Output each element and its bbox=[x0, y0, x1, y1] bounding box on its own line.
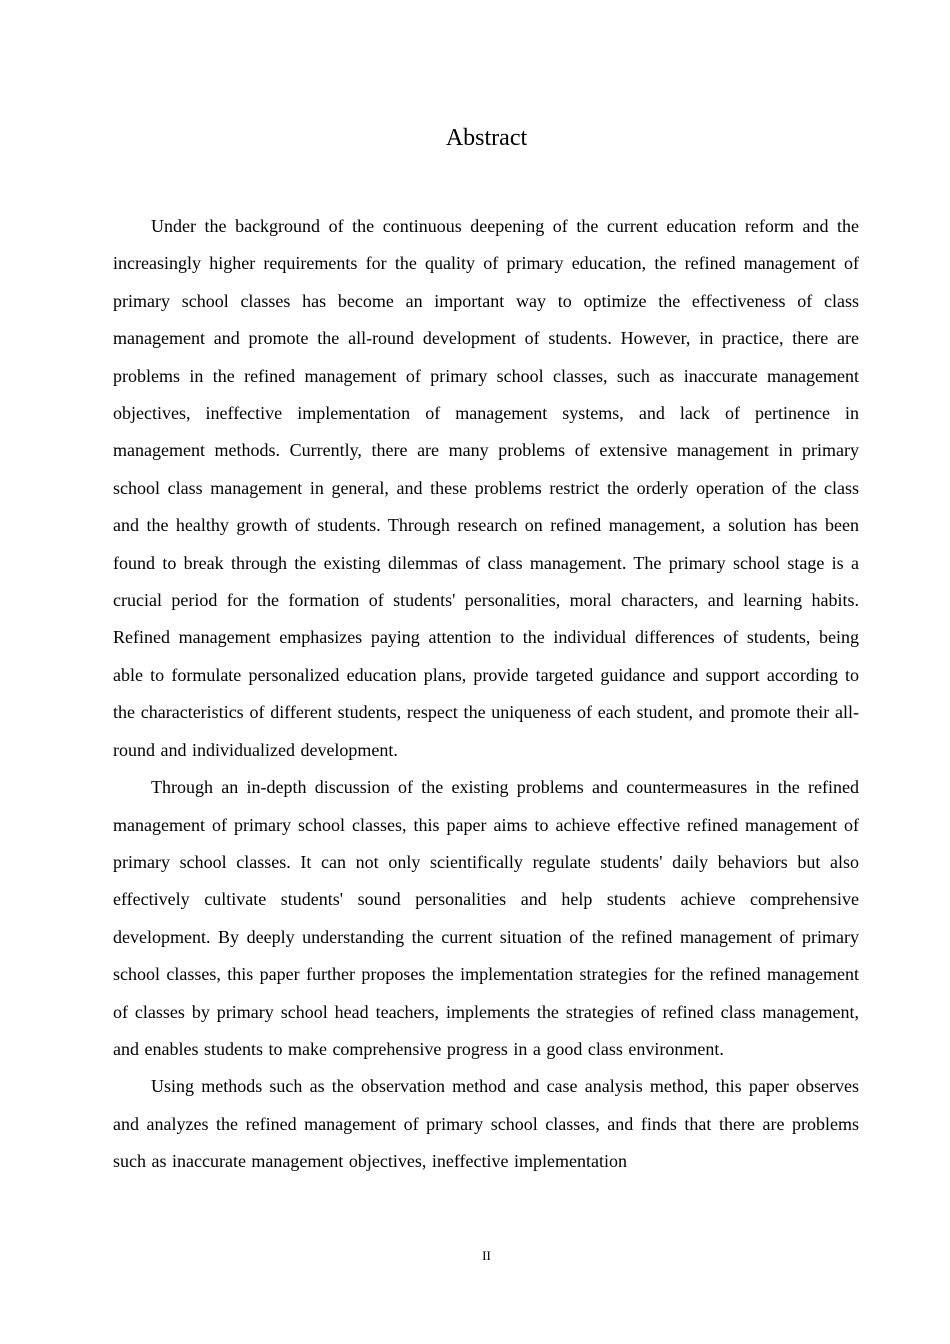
abstract-paragraph-2: Through an in-depth discussion of the existing problems and countermeasures in the refined management of primary school classes, this paper aims to achieve effective refined management of primary school classes. It can not only scientifically regulate students' daily behaviors but also effectively cultivate students' sound personalities and help students achieve comprehensive development. By deeply understanding the current situation of the refined management of primary school classes, this paper further proposes the implementation strategies for the refined management of classes by primary school head teachers, implements the strategies of refined class management, and enables students to make comprehensive progress in a good class environment. bbox=[113, 777, 859, 1059]
abstract-paragraph-1: Under the background of the continuous deepening of the current education reform and the increasingly higher requirements for the quality of primary education, the refined management of primary school classes has become an important way to optimize the effectiveness of class management and promote the all-round development of students. However, in practice, there are problems in the refined management of primary school classes, such as inaccurate management objectives, ineffective implementation of management systems, and lack of pertinence in management methods. Currently, there are many problems of extensive management in primary school class management in general, and these problems restrict the orderly operation of the class and the healthy growth of students. Through research on refined management, a solution has been found to break through the existing dilemmas of class management. The primary school stage is a crucial period for the formation of students' personalities, moral characters, and learning habits. Refined management emphasizes paying attention to the individual differences of students, being able to formulate personalized education plans, provide targeted guidance and support according to the characteristics of different students, respect the uniqueness of each student, and promote their all-round and individualized development. bbox=[113, 216, 859, 760]
abstract-paragraph-3: Using methods such as the observation method and case analysis method, this paper observes and analyzes the refined management of primary school classes, and finds that there are problems such as inaccurate management objectives, ineffective implementation bbox=[113, 1076, 859, 1172]
page-title: Abstract bbox=[445, 125, 528, 151]
page-number: II bbox=[482, 1248, 491, 1263]
abstract-body bbox=[113, 208, 859, 1181]
